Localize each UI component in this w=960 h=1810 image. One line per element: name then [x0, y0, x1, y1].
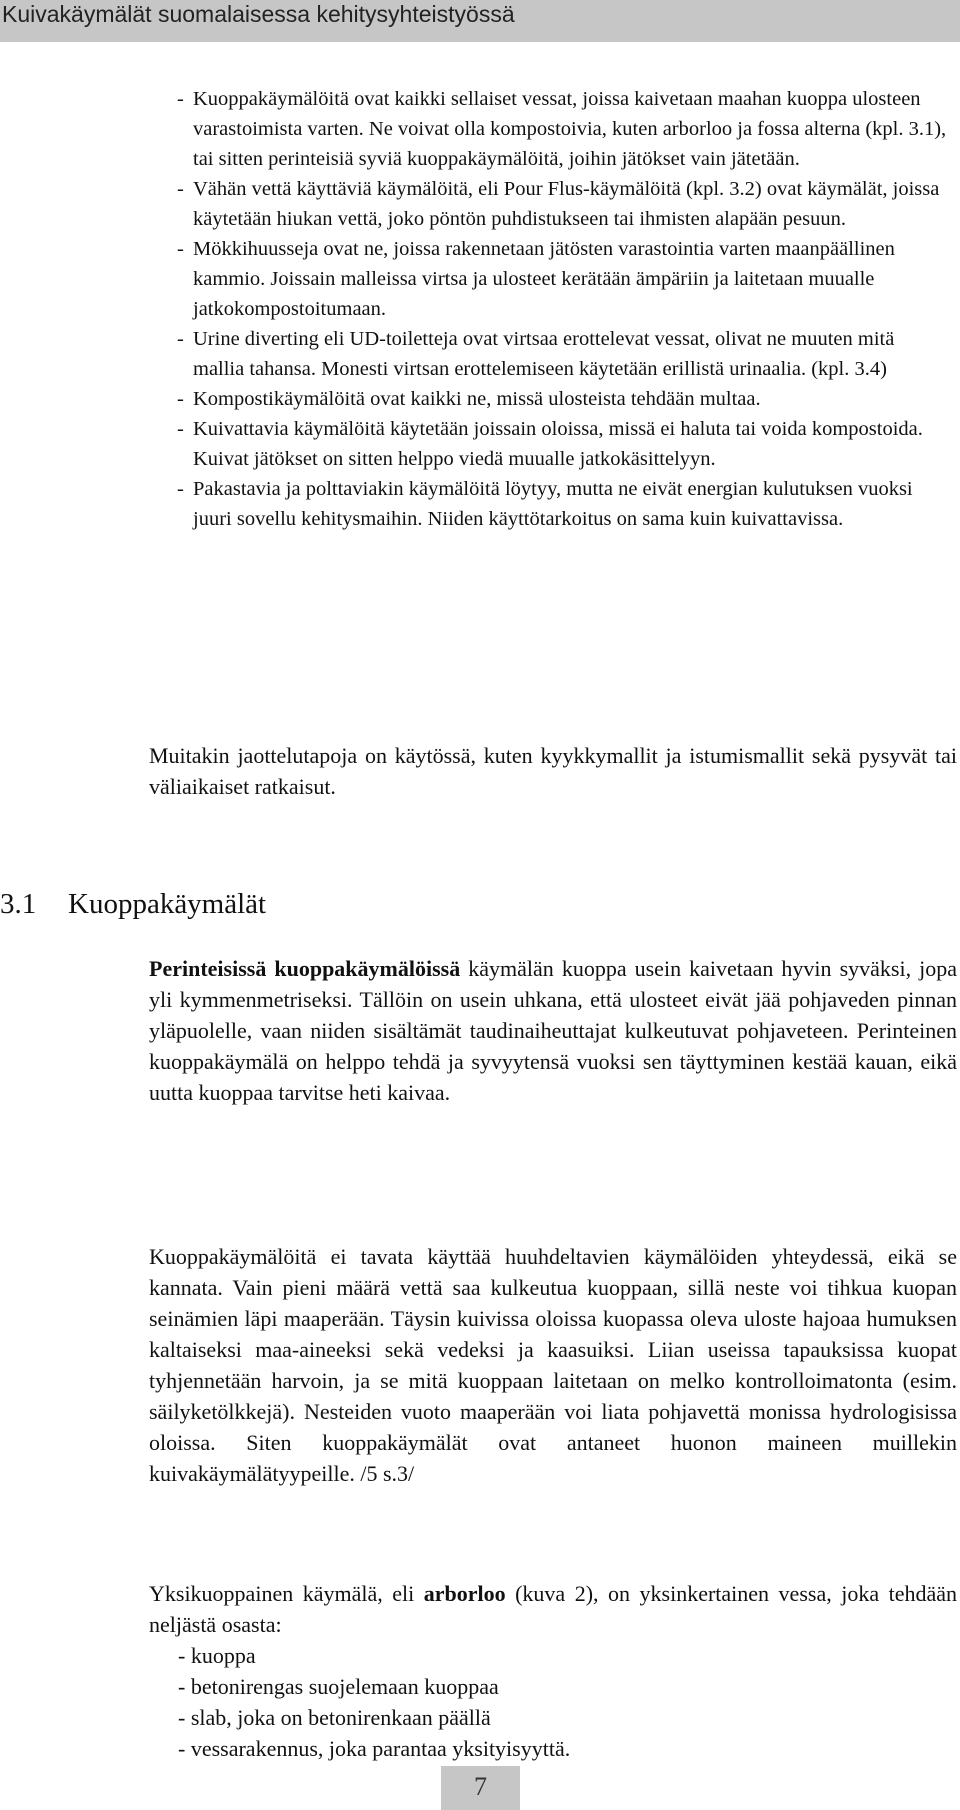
list-dash: -: [177, 178, 184, 200]
paragraph-text: käymälän kuoppa usein kaivetaan hyvin syväksi, jopa yli kymmenmetriseksi. Tällöin on usein uhkana, että ulosteet eivät jää pohjaveden pinnan yläpuolelle, vaan niiden sisältämät taudinaiheuttajat kulkeutuvat pohjaveteen. Perinteinen kuoppakäymälä on helppo tehdä ja syvyytensä vuoksi sen täyttyminen kestää kauan, eikä uutta kuoppaa tarvitse heti kaivaa.: [149, 956, 957, 1105]
list-item-text: Mökkihuusseja ovat ne, joissa rakennetaan jätösten varastointia varten maanpäällinen kammio. Joissain malleissa virtsa ja ulosteet kerätään ämpäriin ja laitetaan muualle jatkokompostoitumaan.: [193, 238, 895, 320]
list-item: - kuoppa: [178, 1643, 256, 1668]
list-item-text: Kuivattavia käymälöitä käytetään joissain oloissa, missä ei haluta tai voida kompostoida. Kuivat jätökset on sitten helppo viedä muualle jatkokäsittelyyn.: [193, 418, 923, 470]
list-item-text: Vähän vettä käyttäviä käymälöitä, eli Pour Flus-käymälöitä (kpl. 3.2) ovat käymälät, joissa käytetään hiukan vettä, joko pöntön puhdistukseen tai ihmisten alapään pesuun.: [193, 178, 940, 230]
running-header: [0, 0, 960, 42]
section-heading: [0, 888, 266, 921]
list-item: [177, 234, 947, 324]
section-paragraph-3: [149, 1578, 957, 1764]
page-number: 7: [474, 1772, 487, 1801]
document-title: Kuivakäymälät suomalaisessa kehitysyhteistyössä: [2, 1, 515, 27]
list-item: - slab, joka on betonirenkaan päällä: [178, 1705, 491, 1730]
list-dash: -: [177, 88, 184, 110]
list-dash: -: [177, 418, 184, 440]
intro-paragraph: Muitakin jaottelutapoja on käytössä, kuten kyykkymallit ja istumismallit sekä pysyvät tai väliaikaiset ratkaisut.: [149, 743, 957, 799]
section-paragraph-2: Kuoppakäymälöitä ei tavata käyttää huuhdeltavien käymälöiden yhteydessä, eikä se kannata. Vain pieni määrä vettä saa kulkeutua kuoppaan, sillä neste voi tihkua kuopan seinämien läpi maaperään. Täysin kuivissa oloissa kuopassa oleva uloste hajoaa humuksen kaltaiseksi maa-aineeksi sekä vedeksi ja kaasuiksi. Liian useissa tapauksissa kuopat tyhjennetään harvoin, ja se mitä kuoppaan laitetaan on melko kontrolloimatonta (esim. säilyketölkkejä). Nesteiden vuoto maaperään voi liata pohjavettä monissa hydrologisissa oloissa. Siten kuoppakäymälät ovat antaneet huonon maineen muillekin kuivakäymälätyypeille. /5 s.3/: [149, 1244, 957, 1486]
list-item: - betonirengas suojelemaan kuoppaa: [178, 1674, 499, 1699]
list-item: - vessarakennus, joka parantaa yksityisyyttä.: [178, 1736, 571, 1761]
list-item: [177, 474, 947, 534]
parts-list: [149, 1640, 957, 1764]
paragraph-text-start: Yksikuoppainen käymälä, eli: [149, 1581, 424, 1606]
paragraph-text: [149, 1578, 957, 1640]
page-footer: [441, 1766, 520, 1810]
bold-term: Perinteisissä kuoppakäymälöissä: [149, 956, 461, 981]
list-item-text: Urine diverting eli UD-toiletteja ovat virtsaa erottelevat vessat, olivat ne muuten mitä mallia tahansa. Monesti virtsan erottelemiseen käytetään erillistä urinaalia. (kpl. 3.4): [193, 328, 895, 380]
list-dash: -: [177, 238, 184, 260]
list-dash: -: [177, 388, 184, 410]
list-item: [177, 414, 947, 474]
section-paragraph-1: [149, 953, 957, 1108]
list-item-text: Kompostikäymälöitä ovat kaikki ne, missä ulosteista tehdään multaa.: [193, 388, 761, 410]
list-dash: -: [177, 478, 184, 500]
section-title-text: Kuoppakäymälät: [68, 888, 267, 920]
section-number: 3.1: [0, 888, 37, 920]
list-dash: -: [177, 328, 184, 350]
list-item: [177, 174, 947, 234]
bold-term: arborloo: [423, 1581, 506, 1606]
list-item: [177, 324, 947, 384]
list-item: [177, 84, 947, 174]
list-item: [177, 384, 947, 414]
list-item-text: Pakastavia ja polttaviakin käymälöitä löytyy, mutta ne eivät energian kulutuksen vuoksi juuri sovellu kehitysmaihin. Niiden käyttötarkoitus on sama kuin kuivattavissa.: [193, 478, 913, 530]
paragraph-text-end: (kuva 2), on yksinkertainen vessa, joka tehdään neljästä osasta:: [149, 1581, 957, 1637]
list-item-text: Kuoppakäymälöitä ovat kaikki sellaiset vessat, joissa kaivetaan maahan kuoppa ulosteen varastoimista varten. Ne voivat olla kompostoivia, kuten arborloo ja fossa alterna (kpl. 3.1), tai sitten perinteisiä syviä kuoppakäymälöitä, joihin jätökset vain jätetään.: [193, 88, 947, 170]
toilet-types-list: [177, 84, 947, 534]
